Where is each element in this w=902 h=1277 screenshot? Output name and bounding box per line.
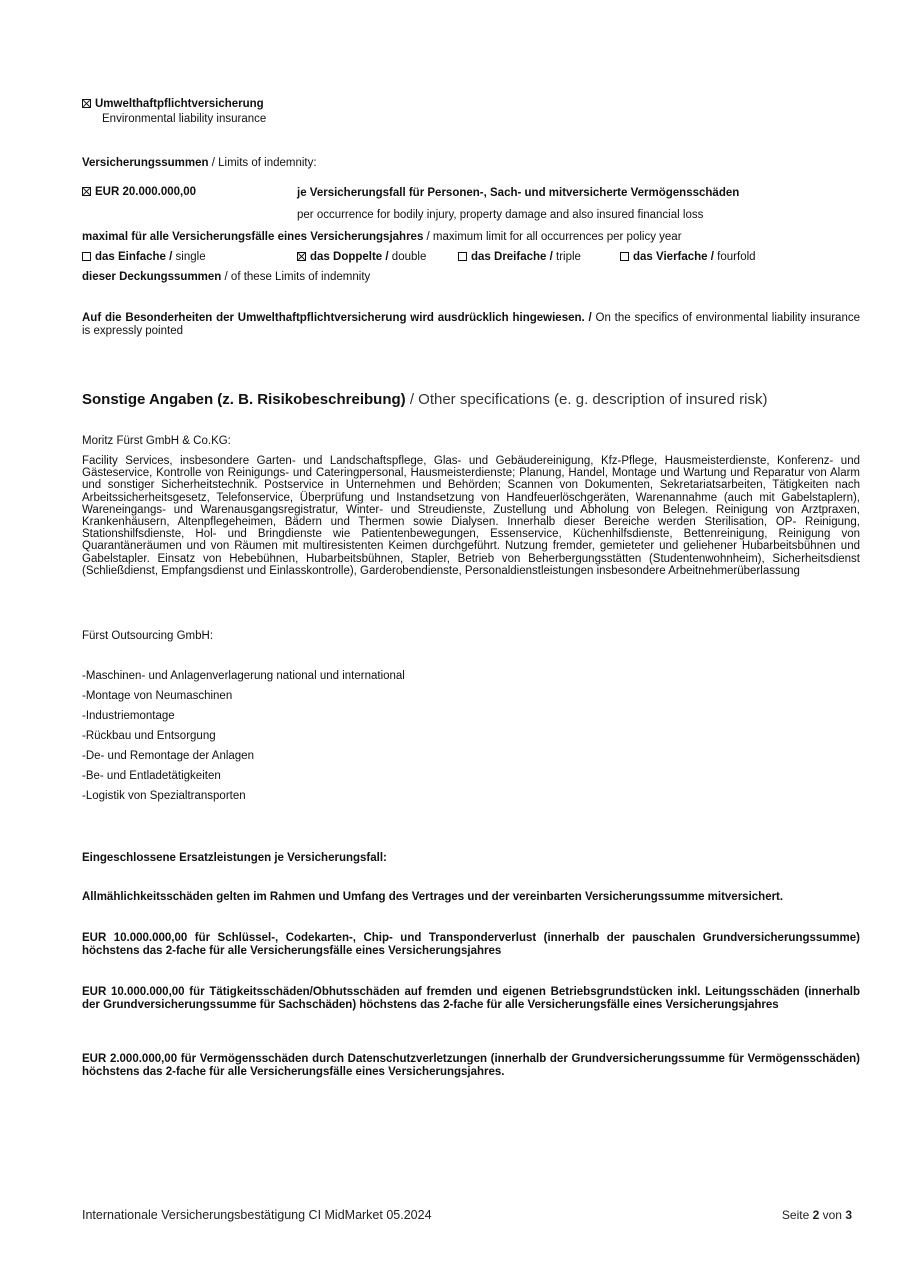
list-item: -Industriemontage xyxy=(82,710,175,722)
max-limit-de: maximal für alle Versicherungsfälle eines Versicherungsjahres xyxy=(82,231,424,243)
benefit-3: EUR 10.000.000,00 für Tätigkeitsschäden/Obhutsschäden auf fremden und eigenen Betriebsgrundstücken inkl. Leitungsschäden (innerhalb der Grundversicherungssumme für Sachschäden) höchstens das 2-fache für alle Versicherungsfälle eines Versicherungsjahres xyxy=(82,986,860,1011)
checkbox-unchecked-icon[interactable] xyxy=(458,252,467,261)
service-list xyxy=(82,670,405,810)
env-title-en: Environmental liability insurance xyxy=(102,113,267,125)
list-item: -Rückbau und Entsorgung xyxy=(82,730,216,742)
occurrence-de: je Versicherungsfall für Personen-, Sach- und mitversicherte Vermögensschäden xyxy=(297,187,740,199)
option-single-en: single xyxy=(172,251,206,263)
other-heading xyxy=(82,391,767,408)
benefit-1: Allmählichkeitsschäden gelten im Rahmen und Umfang des Vertrages und der vereinbarten Versicherungssumme mitversichert. xyxy=(82,891,784,903)
option-triple[interactable] xyxy=(458,251,581,263)
option-double-de: das Doppelte / xyxy=(310,251,389,263)
option-triple-en: triple xyxy=(552,251,581,263)
other-heading-en: / Other specifications (e. g. description of insured risk) xyxy=(405,391,768,408)
occurrence-en: per occurrence for bodily injury, property damage and also insured financial loss xyxy=(297,209,704,221)
list-item: -Be- und Entladetätigkeiten xyxy=(82,770,221,782)
benefits-heading: Eingeschlossene Ersatzleistungen je Versicherungsfall: xyxy=(82,852,387,864)
checkbox-checked-icon[interactable] xyxy=(297,252,306,261)
max-limit-en: / maximum limit for all occurrences per policy year xyxy=(423,231,682,243)
page-seite: Seite xyxy=(781,1208,813,1222)
option-double-en: double xyxy=(388,251,427,263)
page-total: 3 xyxy=(845,1208,852,1222)
max-limit xyxy=(82,231,682,243)
checkbox-checked-icon[interactable] xyxy=(82,99,91,108)
checkbox-unchecked-icon[interactable] xyxy=(82,252,91,261)
option-single-de: das Einfache / xyxy=(95,251,173,263)
list-item: -Montage von Neumaschinen xyxy=(82,690,233,702)
amount-value: EUR 20.000.000,00 xyxy=(95,186,197,198)
option-single[interactable] xyxy=(82,251,206,263)
list-item: -Logistik von Spezialtransporten xyxy=(82,790,246,802)
checkbox-unchecked-icon[interactable] xyxy=(620,252,629,261)
page-current: 2 xyxy=(812,1208,820,1222)
env-note-de: Auf die Besonderheiten der Umwelthaftpflichtversicherung wird ausdrücklich hingewiesen. / xyxy=(82,312,592,324)
env-note-en: On the specifics of environmental liability insurance is expressly pointed xyxy=(82,312,860,337)
option-triple-de: das Dreifache / xyxy=(471,251,553,263)
limits-label-de: Versicherungssummen xyxy=(82,157,209,169)
list-item: -Maschinen- und Anlagenverlagerung national und international xyxy=(82,670,405,682)
page-von: von xyxy=(819,1208,846,1222)
deckung-de: dieser Deckungssummen xyxy=(82,271,222,283)
company-2: Fürst Outsourcing GmbH: xyxy=(82,630,214,642)
deckung-row xyxy=(82,271,370,283)
benefit-4: EUR 2.000.000,00 für Vermögensschäden durch Datenschutzverletzungen (innerhalb der Grundversicherungssumme für Vermögensschäden) höchstens das 2-fache für alle Versicherungsfälle eines Versicherungsjahres. xyxy=(82,1053,860,1078)
limits-label-en: / Limits of indemnity: xyxy=(208,157,317,169)
checkbox-checked-icon[interactable] xyxy=(82,187,91,196)
company-1: Moritz Fürst GmbH & Co.KG: xyxy=(82,435,231,447)
env-title-row xyxy=(82,98,264,110)
limits-label xyxy=(82,157,317,169)
env-title: Umwelthaftpflichtversicherung xyxy=(95,98,264,110)
option-double[interactable] xyxy=(297,251,426,263)
amount-row xyxy=(82,186,196,198)
list-item: -De- und Remontage der Anlagen xyxy=(82,750,254,762)
option-fourfold[interactable] xyxy=(620,251,756,263)
option-fourfold-de: das Vierfache / xyxy=(633,251,714,263)
benefit-2: EUR 10.000.000,00 für Schlüssel-, Codekarten-, Chip- und Transponderverlust (innerhalb der pauschalen Grundversicherungssumme) höchstens das 2-fache für alle Versicherungsfälle eines Versicherungsjahres xyxy=(82,932,860,957)
option-fourfold-en: fourfold xyxy=(713,251,756,263)
page-number xyxy=(782,1208,852,1222)
deckung-en: / of these Limits of indemnity xyxy=(221,271,371,283)
env-note xyxy=(82,312,860,338)
company-1-description: Facility Services, insbesondere Garten- und Landschaftspflege, Glas- und Gebäudereinigung, Kfz-Pflege, Hausmeisterdienste, Konferenz- und Gästeservice, Kontrolle von Reinigungs- und Cateringpersonal, Hausmeisterdienste; Planung, Handel, Montage und Wartung und Reparatur von Alarm und sonstiger Sicherheitstechnik. Postservice in Unternehmen und Behörden; Scannen von Dokumenten, Sekretariatsarbeiten, Tätigkeiten nach Arbeitssicherheitsgesetz, Telefonservice, Überprüfung und Instandsetzung von Handfeuerlöschgeräten, Warenannahme (auch mit Gabelstaplern), Wareneingangs- und Warenausgangsregistratur, Winter- und Streudienste, Zustellung und Abholung von Belegen. Reinigung von Arztpraxen, Krankenhäusern, Altenpflegeheimen, Bädern und Thermen sowie Dialysen. Innerhalb dieser Bereiche werden Sterilisation, OP- Reinigung, Stationshilfsdienste, Hol- und Bringdienste wie Patientenbewegungen, Essenservice, Küchenhilfsdienste, Bettenreinigung, Reinigung von Quarantäneräumen und von Räumen mit multiresistenten Keimen durchgeführt. Nutzung fremder, gemieteter und geliehener Hubarbeitsbühnen und Gabelstapler. Einsatz von Hebebühnen, Hubarbeitsbühnen, Stapler, Betrieb von Beherbergungsstätten (Studentenwohnheim), Sicherheitsdienst (Schließdienst, Empfangsdienst und Einlasskontrolle), Garderobendienste, Personaldienstleistungen insbesondere Arbeitnehmerüberlassung xyxy=(82,455,860,577)
other-heading-de: Sonstige Angaben (z. B. Risikobeschreibung) xyxy=(82,391,406,408)
footer-title: Internationale Versicherungsbestätigung CI MidMarket 05.2024 xyxy=(82,1208,432,1222)
